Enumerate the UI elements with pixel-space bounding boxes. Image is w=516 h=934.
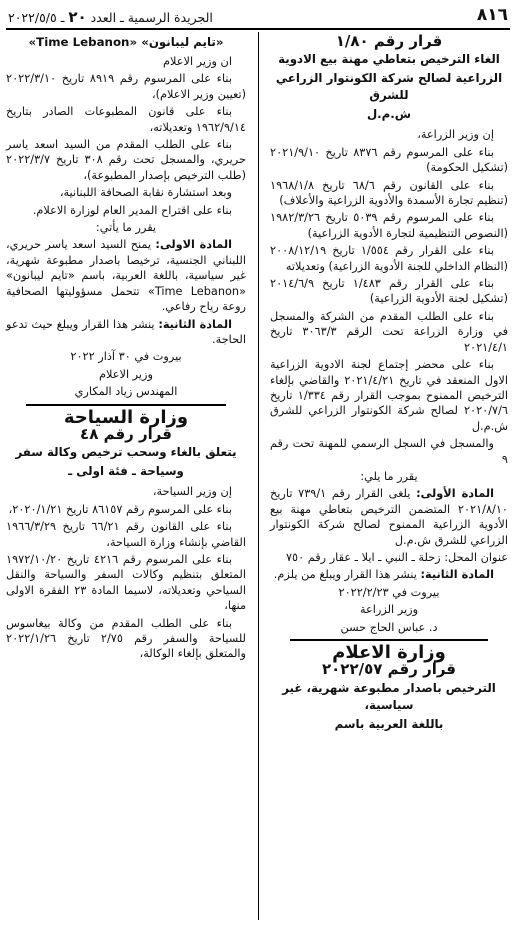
article-label: المادة الاولى: xyxy=(155,238,232,252)
section-rule xyxy=(26,404,226,406)
shop-address: عنوان المحل: زحلة ـ النبي ـ ايلا ـ عقار رقم ٧٥٠ xyxy=(285,550,508,564)
decides-line: يقرر ما يأتي: xyxy=(95,221,157,235)
article-one xyxy=(6,237,246,314)
article-one xyxy=(270,486,508,548)
signer-title: وزير الاعلام xyxy=(99,367,153,381)
recital: بناء على قانون المطبوعات الصادر بتاريخ ١٩٦٢/٩/١٤ وتعديلاته، xyxy=(6,105,246,134)
decision-subject-line: يتعلق بالغاء وسحب ترخيص وكالة سفر xyxy=(15,445,237,460)
signer-title: وزير الزراعة xyxy=(359,603,419,617)
recital: بناء على محضر إجتماع لجنة الادوية الزراعية الاول المنعقد في تاريخ ٢٠٢١/٤/٢١ والقاضي بإلغاء الترخيص الممنوح بموجب القرار رقم ١/٣٣٤ تاريخ ٢٠٢٠/٧/٦ لصالح شركة الكونتوار الزراعي للشرق ش.م.ل xyxy=(270,358,508,433)
signer-name: د. عباس الحاج حسن xyxy=(340,620,438,634)
article-text: يمنح السيد اسعد ياسر حريري، اللبناني الجنسية، ترخيصا باصدار مطبوعة شهرية، غير سياسية، باللغة العربية، باسم «تايم ليبانون» «Time Lebanon» تتحمل مسؤوليتها الصحافية روعة رياح رفاعي. xyxy=(6,238,246,314)
left-column xyxy=(6,34,246,664)
intro-line: ان وزير الاعلام xyxy=(163,55,232,68)
recital: بناء على الطلب المقدم من الشركة والمسجل في وزارة الزراعة تحت الرقم ٣٠٦٣/٣ تاريخ ٢٠٢١/٤/١ xyxy=(270,309,508,354)
recital: بناء على المرسوم رقم ٤٢١٦ تاريخ ١٩٧٢/١٠/٢٠ المتعلق بتنظيم وكالات السفر والسياحة والنقل السياحي وتعديلاته، لاسيما المادة ٢٣ الفقرة الاولى منها، xyxy=(6,552,246,613)
issue-number: ٢٠ xyxy=(68,8,87,26)
column-divider xyxy=(258,32,259,920)
decision-number: قرار رقم ٢٠٢٢/٥٧ xyxy=(321,660,456,679)
intro-line: إن وزير السياحة، xyxy=(152,485,232,499)
article-text: ينشر هذا القرار ويبلغ من يلزم. xyxy=(273,568,417,582)
decision-subject-line: الغاء الترخيص بتعاطي مهنة بيع الادوية xyxy=(278,52,500,67)
decides-line: يقرر ما يلي: xyxy=(360,469,418,483)
article-label: المادة الثانية: xyxy=(420,568,494,582)
recital: بناء على القانون رقم ٦٦/٢١ تاريخ ١٩٦٦/٣/٢٩ القاضي بإنشاء وزارة السياحة، xyxy=(6,520,246,549)
section-title: وزارة الاعلام xyxy=(332,642,446,663)
decision-subject-line: باللغة العربية باسم xyxy=(334,716,444,731)
page-number: ٨١٦ xyxy=(476,5,508,25)
article-text: ينشر هذا القرار ويبلغ حيث تدعو الحاجة. xyxy=(6,317,246,346)
decision-subject-line: الترخيص باصدار مطبوعة شهرية، غير سياسية، xyxy=(282,680,496,712)
recital: بناء على المرسوم رقم ٨٦١٥٧ تاريخ ٢٠٢٠/١/٢١، xyxy=(8,502,232,516)
recital: بناء على المرسوم رقم ٨٣٧٦ تاريخ ٢٠٢١/٩/١٠ (تشكيل الحكومة) xyxy=(270,145,508,175)
right-column xyxy=(270,34,508,735)
signer-name: المهندس زياد المكاري xyxy=(74,385,178,399)
decision-number: قرار رقم ١/٨٠ xyxy=(335,32,443,50)
section-title: وزارة السياحة xyxy=(63,406,189,428)
article-two xyxy=(270,567,508,582)
intro-line: إن وزير الزراعة، xyxy=(417,128,494,142)
recital: بناء على المرسوم رقم ٨٩١٩ تاريخ ٢٠٢٢/٣/١٠ (تعيين وزير الاعلام)، xyxy=(6,72,246,101)
page-header xyxy=(6,4,510,30)
journal-name: الجريدة الرسمية ـ العدد xyxy=(90,10,213,25)
place-date: بيروت في ٣٠ آذار ٢٠٢٢ xyxy=(70,350,182,364)
decision-subject-line: ش.م.ل xyxy=(366,107,412,122)
recital: بناء على القرار رقم ١/٥٥٤ تاريخ ٢٠٠٨/١٢/١٩ (النظام الداخلي للجنة الأدوية الزراعية) وتعديلاته xyxy=(270,244,508,273)
article-label: المادة الأولى: xyxy=(416,487,494,501)
decision-number: قرار رقم ٤٨ xyxy=(80,424,172,443)
recital: والمسجل في السجل الرسمي للمهنة تحت رقم ٩ xyxy=(270,437,508,466)
recital: بناء على المرسوم رقم ٥٠٣٩ تاريخ ١٩٨٢/٣/٢٦ (النصوص التنظيمية لتجارة الأدوية الزراعية) xyxy=(270,211,508,240)
recital: بناء على الطلب المقدم من وكالة بيغاسوس للسياحة والسفر رقم ٢/٧٥ تاريخ ٢٠٢٢/١/٢٦ والمتعلق بإلغاء الوكالة، xyxy=(6,616,246,661)
article-label: المادة الثانية: xyxy=(158,317,232,331)
recital: بناء على القرار رقم ١/٤٨٣ تاريخ ٢٠١٤/٦/٩ (تشكيل لجنة الأدوية الزراعية) xyxy=(270,277,508,306)
decision-subject-line: وسياحة ـ فئة اولى ـ xyxy=(68,464,184,479)
place-date: بيروت في ٢٠٢٢/٢/٢٣ xyxy=(338,585,440,599)
issue-date: ـ ٢٠٢٢/٥/٥ xyxy=(8,10,65,25)
recital: بناء على القانون رقم ٦٨/٦ تاريخ ١٩٦٨/١/٨ (تنظيم تجارة الأسمدة والأدوية الزراعية والأعلاف) xyxy=(270,178,508,208)
recital: بناء على الطلب المقدم من السيد اسعد ياسر حريري، والمسجل تحت رقم ٣٠٨ تاريخ ٢٠٢٢/٣/٧ (طلب الترخيص بإصدار المطبوعة)، xyxy=(6,138,246,182)
recital: وبعد استشارة نقابة الصحافة اللبنانية، xyxy=(59,186,232,200)
decision-subject-line: الزراعية لصالح شركة الكونتوار الزراعي للشرق xyxy=(275,71,503,103)
journal-title xyxy=(8,8,213,26)
article-text: يلغى القرار رقم ٧٣٩/١ تاريخ ٢٠٢١/٨/١٠ المتضمن الترخيص بتعاطي مهنة بيع الأدوية الزراعية الممنوح لصالح شركة الكونتوار الزراعي للشرق ش.م.ل xyxy=(270,487,508,547)
recital: بناء على اقتراح المدير العام لوزارة الاعلام. xyxy=(32,203,232,217)
section-rule xyxy=(290,639,488,641)
publication-name: «تايم ليبانون» «Time Lebanon» xyxy=(28,35,224,49)
article-two xyxy=(6,317,246,348)
